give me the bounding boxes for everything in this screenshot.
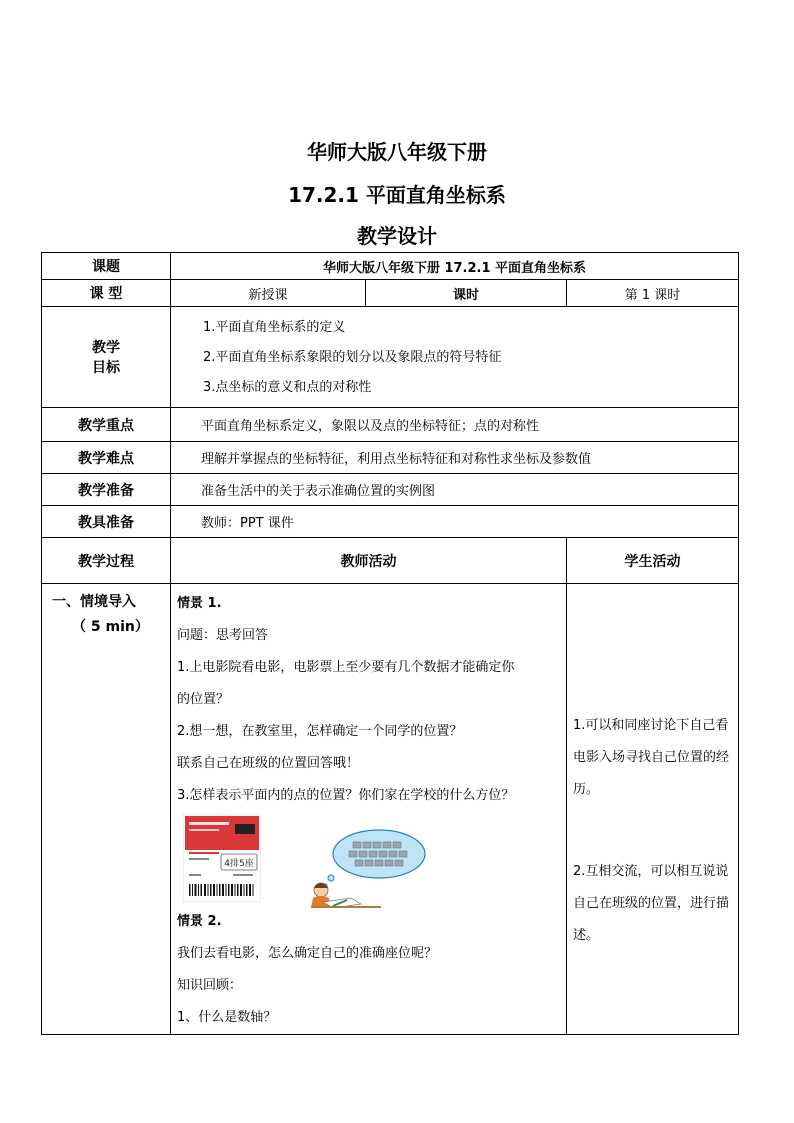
tools-value: 教师：PPT 课件 bbox=[171, 506, 739, 538]
row-key-points bbox=[42, 408, 739, 442]
prep-value: 准备生活中的关于表示准确位置的实例图 bbox=[171, 474, 739, 506]
difficulty-value: 理解并掌握点的坐标特征，利用点坐标特征和对称性求坐标及参数值 bbox=[171, 442, 739, 474]
period-value: 第 1 课时 bbox=[567, 280, 739, 307]
stage-name: 一、情境导入 bbox=[52, 594, 136, 610]
row-type bbox=[42, 280, 739, 307]
prep-label: 教学准备 bbox=[42, 474, 171, 506]
stage-time: （ 5 min） bbox=[72, 619, 149, 635]
row-prep bbox=[42, 474, 739, 506]
student-thinking-image bbox=[303, 826, 431, 908]
tools-label: 教具准备 bbox=[42, 506, 171, 538]
doc-title-line-3: 教学设计 bbox=[357, 224, 437, 248]
row-process-header bbox=[42, 538, 739, 584]
goals-cell bbox=[171, 307, 739, 408]
goal-item: 1.平面直角坐标系的定义 bbox=[203, 320, 346, 335]
teacher-line: 我们去看电影，怎么确定自己的准确座位呢？ bbox=[177, 946, 438, 961]
doc-title-line-2: 17.2.1 平面直角坐标系 bbox=[288, 183, 506, 207]
doc-title-line-1: 华师大版八年级下册 bbox=[307, 140, 487, 164]
process-col-label: 教学过程 bbox=[42, 538, 171, 584]
goals-list bbox=[171, 307, 738, 407]
goals-label-line-b: 目标 bbox=[92, 360, 120, 376]
period-label: 课时 bbox=[366, 280, 567, 307]
teacher-line: 1、什么是数轴？ bbox=[177, 1010, 277, 1025]
student-note: 2.互相交流，可以相互说说自己在班级的位置，进行描述。 bbox=[573, 864, 730, 943]
teacher-line: 1.上电影院看电影，电影票上至少要有几个数据才能确定你 bbox=[177, 660, 515, 675]
student-note: 1.可以和同座讨论下自己看电影入场寻找自己位置的经历。 bbox=[573, 718, 730, 797]
type-value: 新授课 bbox=[171, 280, 366, 307]
key-label: 教学重点 bbox=[42, 408, 171, 442]
student-activity-cell bbox=[567, 584, 739, 1035]
topic-label: 课题 bbox=[42, 253, 171, 280]
teacher-line: 问题：思考回答 bbox=[177, 628, 269, 643]
teacher-col-label: 教师活动 bbox=[171, 538, 567, 584]
difficulty-label: 教学难点 bbox=[42, 442, 171, 474]
row-goals bbox=[42, 307, 739, 408]
ticket-seat-text: 4排5座 bbox=[224, 859, 254, 869]
teacher-line: 联系自己在班级的位置回答哦！ bbox=[177, 756, 360, 771]
teacher-line: 的位置？ bbox=[177, 692, 230, 707]
lesson-plan-table bbox=[41, 252, 739, 1035]
goal-item: 2.平面直角坐标系象限的划分以及象限点的符号特征 bbox=[203, 350, 502, 365]
topic-value: 华师大版八年级下册 17.2.1 平面直角坐标系 bbox=[171, 253, 739, 280]
teacher-activity-cell bbox=[171, 584, 567, 1035]
row-topic bbox=[42, 253, 739, 280]
teacher-line: 知识回顾： bbox=[177, 978, 243, 993]
teacher-line: 情景 2. bbox=[177, 914, 222, 929]
teacher-line: 情景 1. bbox=[177, 596, 222, 611]
teacher-line: 2.想一想，在教室里，怎样确定一个同学的位置？ bbox=[177, 724, 463, 739]
goals-label bbox=[42, 307, 171, 408]
movie-ticket-image bbox=[183, 814, 261, 902]
goals-label-line-a: 教学 bbox=[92, 340, 120, 356]
goal-item: 3.点坐标的意义和点的对称性 bbox=[203, 380, 372, 395]
illustrations bbox=[177, 812, 560, 906]
stage-cell bbox=[42, 584, 171, 1035]
key-value: 平面直角坐标系定义，象限以及点的坐标特征；点的对称性 bbox=[171, 408, 739, 442]
row-stage-intro bbox=[42, 584, 739, 1035]
row-tools bbox=[42, 506, 739, 538]
teacher-line: 3.怎样表示平面内的点的位置？你们家在学校的什么方位？ bbox=[177, 788, 515, 803]
student-col-label: 学生活动 bbox=[567, 538, 739, 584]
row-difficulty bbox=[42, 442, 739, 474]
type-label: 课 型 bbox=[42, 280, 171, 307]
